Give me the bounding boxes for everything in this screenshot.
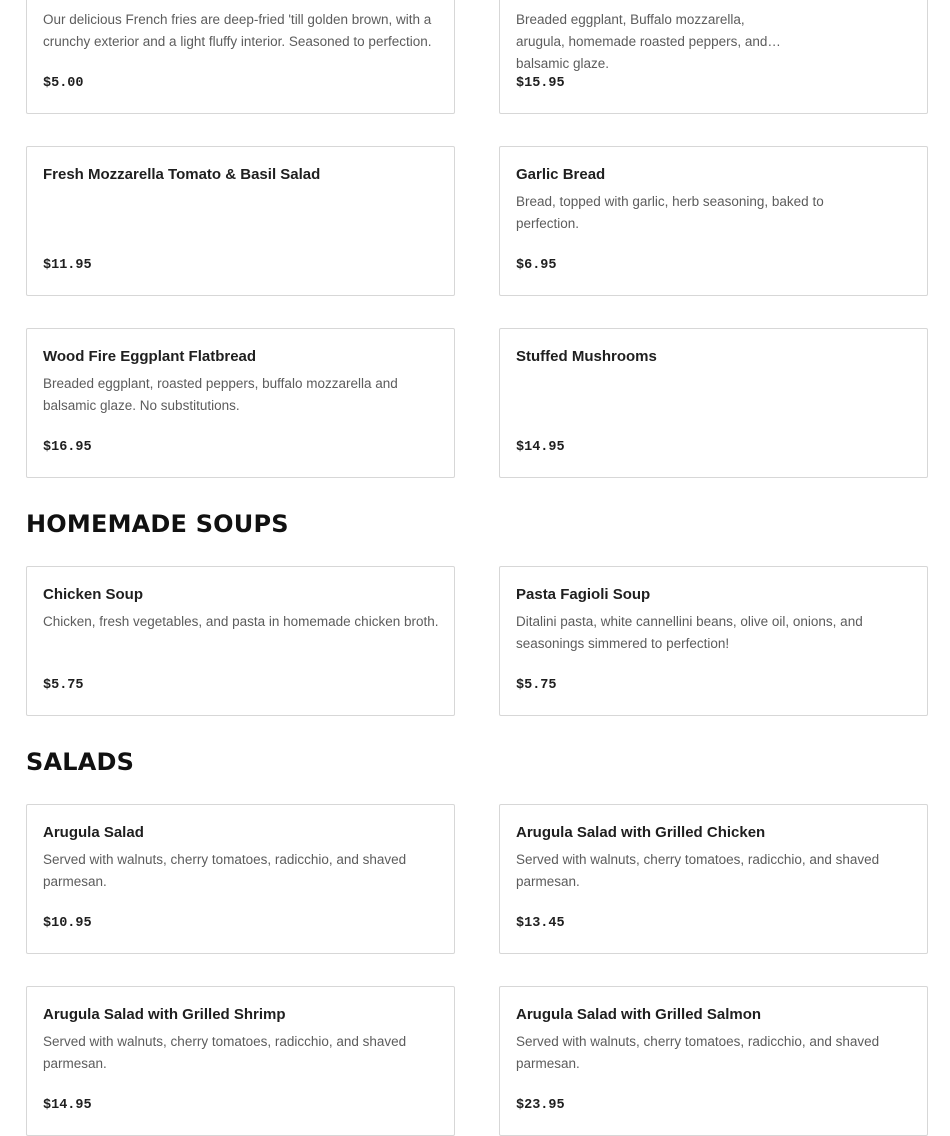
- item-description: Breaded eggplant, Buffalo mozzarella, arugula, homemade roasted peppers, and balsamic glaze.: [516, 12, 768, 71]
- menu-item-card[interactable]: [499, 146, 928, 296]
- item-name: Fresh Mozzarella Tomato & Basil Salad: [43, 166, 321, 183]
- item-price: $6.95: [516, 258, 557, 273]
- item-description: Served with walnuts, cherry tomatoes, radicchio, and shaved parmesan.: [516, 1034, 880, 1071]
- item-price: $14.95: [516, 440, 565, 455]
- item-name: Wood Fire Eggplant Flatbread: [43, 348, 257, 365]
- menu-item-card[interactable]: [499, 804, 928, 954]
- item-description: Bread, topped with garlic, herb seasoning, baked to perfection.: [516, 194, 824, 231]
- item-description: Breaded eggplant, roasted peppers, buffalo mozzarella and balsamic glaze. No substitutions.: [43, 376, 398, 413]
- item-name: [43, 0, 133, 1]
- item-name: Garlic Bread: [516, 166, 606, 183]
- item-price: $10.95: [43, 916, 92, 931]
- item-description: Ditalini pasta, white cannellini beans, olive oil, onions, and seasonings simmered to perfection!: [516, 614, 863, 651]
- item-price: $13.45: [516, 916, 565, 931]
- menu-item-card[interactable]: [26, 986, 455, 1136]
- item-name: Arugula Salad: [43, 824, 144, 841]
- menu-item-card[interactable]: [499, 328, 928, 478]
- menu-item-card[interactable]: [26, 804, 455, 954]
- item-name: Chicken Soup: [43, 586, 144, 603]
- item-price: $14.95: [43, 1098, 92, 1113]
- menu-item-card[interactable]: [499, 0, 928, 114]
- item-price: $11.95: [43, 258, 92, 273]
- item-description: Chicken, fresh vegetables, and pasta in homemade chicken broth.: [43, 614, 439, 629]
- menu-item-card[interactable]: [499, 986, 928, 1136]
- item-price: $5.75: [516, 678, 557, 693]
- item-name: Arugula Salad with Grilled Salmon: [516, 1006, 762, 1023]
- menu-item-card[interactable]: [26, 328, 455, 478]
- item-name: Pasta Fagioli Soup: [516, 586, 651, 603]
- item-price: $5.75: [43, 678, 84, 693]
- item-description: Served with walnuts, cherry tomatoes, radicchio, and shaved parmesan.: [516, 852, 880, 889]
- menu-item-card[interactable]: [26, 0, 455, 114]
- item-name: [516, 0, 624, 1]
- item-description: Served with walnuts, cherry tomatoes, radicchio, and shaved parmesan.: [43, 1034, 407, 1071]
- menu-item-card[interactable]: [499, 566, 928, 716]
- item-description: Our delicious French fries are deep-fried 'till golden brown, with a crunchy exterior and a light fluffy interior. Seasoned to perfection.: [43, 12, 432, 49]
- item-price: $15.95: [516, 76, 565, 91]
- menu-item-card[interactable]: [26, 146, 455, 296]
- item-name: Stuffed Mushrooms: [516, 348, 657, 365]
- item-name: Arugula Salad with Grilled Chicken: [516, 824, 766, 841]
- item-price: $5.00: [43, 76, 84, 91]
- item-description: Served with walnuts, cherry tomatoes, radicchio, and shaved parmesan.: [43, 852, 407, 889]
- item-name: Arugula Salad with Grilled Shrimp: [43, 1006, 286, 1023]
- item-price: $23.95: [516, 1098, 565, 1113]
- menu-item-card[interactable]: [26, 566, 455, 716]
- section-heading-soups: HOMEMADE SOUPS: [26, 510, 289, 538]
- item-price: $16.95: [43, 440, 92, 455]
- section-heading-salads: SALADS: [26, 748, 135, 776]
